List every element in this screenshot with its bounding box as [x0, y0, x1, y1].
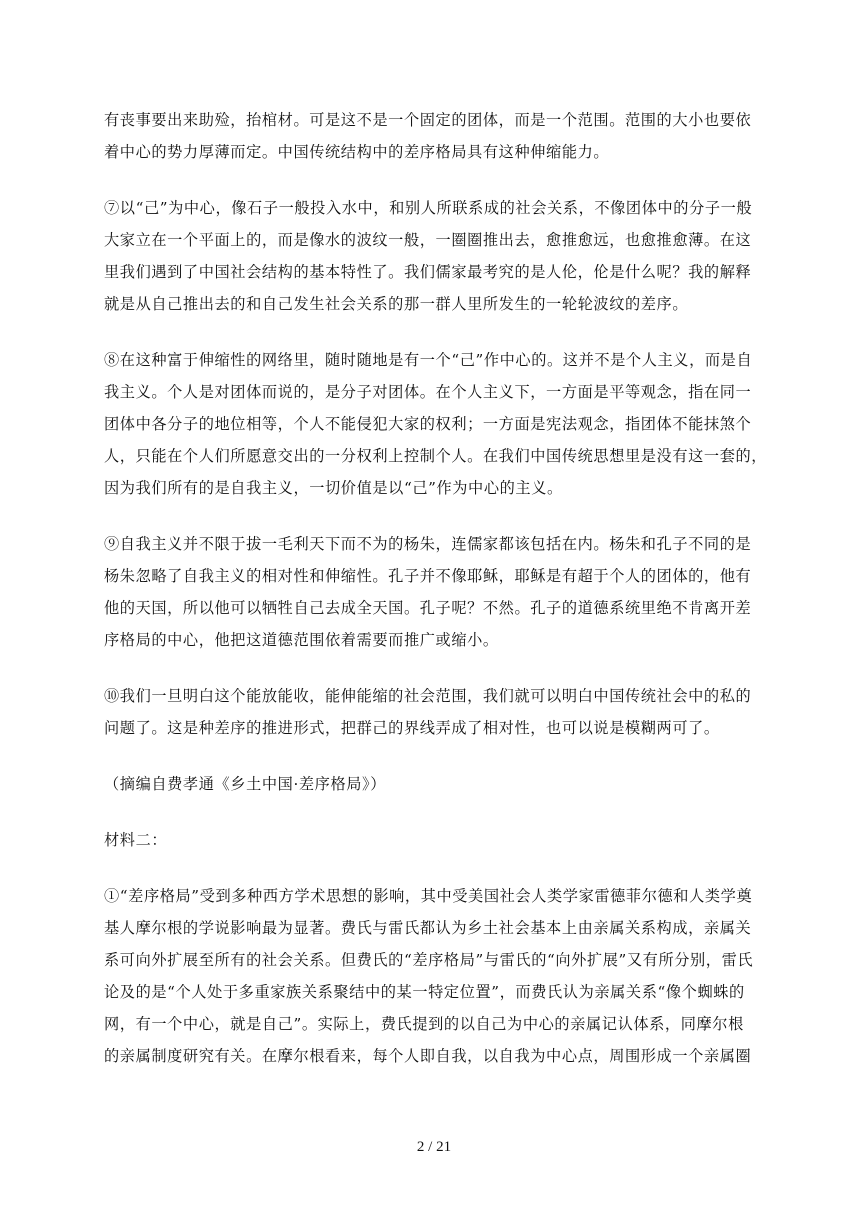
text-line: 他的天国，所以他可以牺牲自己去成全天国。孔子呢？不然。孔子的道德系统里绝不肯离开差 — [104, 599, 752, 617]
text-line: 大家立在一个平面上的，而是像水的波纹一般，一圈圈推出去，愈推愈远，也愈推愈薄。在这 — [104, 231, 752, 249]
text-line: 人，只能在个人们所愿意交出的一分权利上控制个人。在我们中国传统思想里是没有这一套的， — [104, 447, 768, 465]
text-line: 就是从自己推出去的和自己发生社会关系的那一群人里所发生的一轮轮波纹的差序。 — [104, 295, 689, 313]
page-number: 2 / 21 — [416, 1139, 452, 1155]
document-body — [104, 104, 766, 1096]
text-line: 团体中各分子的地位相等，个人不能侵犯大家的权利；一方面是宪法观念，指团体不能抹煞个 — [104, 415, 752, 433]
text-line: 的亲属制度研究有关。在摩尔根看来，每个人即自我，以自我为中心点，周围形成一个亲属圈 — [104, 1047, 752, 1065]
text-line: 我主义。个人是对团体而说的，是分子对团体。在个人主义下，一方面是平等观念，指在同一 — [104, 383, 752, 401]
text-line: 序格局的中心，他把这道德范围依着需要而推广或缩小。 — [104, 631, 499, 649]
text-line: ⑨自我主义并不限于拔一毛利天下而不为的杨朱，连儒家都该包括在内。杨朱和孔子不同的是 — [104, 535, 752, 553]
paragraph-10 — [104, 680, 766, 744]
text-line: 系可向外扩展至所有的社会关系。但费氏的“差序格局”与雷氏的“向外扩展”又有所分别，雷氏 — [104, 951, 754, 969]
source-citation — [104, 768, 766, 800]
text-line: 基人摩尔根的学说影响最为显著。费氏与雷氏都认为乡土社会基本上由亲属关系构成，亲属关 — [104, 919, 752, 937]
text-line: 论及的是“个人处于多重家族关系聚结中的某一特定位置”，而费氏认为亲属关系“像个蜘蛛的 — [104, 983, 745, 1001]
text-line: 有丧事要出来助殓，抬棺材。可是这不是一个固定的团体，而是一个范围。范围的大小也要依 — [104, 111, 752, 129]
text-line: 因为我们所有的是自我主义，一切价值是以“己”作为中心的主义。 — [104, 479, 563, 497]
text-line: 杨朱忽略了自我主义的相对性和伸缩性。孔子并不像耶稣，耶稣是有超于个人的团体的，他有 — [104, 567, 752, 585]
paragraph-continued — [104, 104, 766, 168]
text-line: 网，有一个中心，就是自己”。实际上，费氏提到的以自己为中心的亲属记认体系，同摩尔根 — [104, 1015, 744, 1033]
section-heading-material-two — [104, 824, 766, 856]
text-line: 里我们遇到了中国社会结构的基本特性了。我们儒家最考究的是人伦，伦是什么呢？我的解释 — [104, 263, 752, 281]
text-line: 材料二： — [104, 831, 168, 849]
text-line: ①“差序格局”受到多种西方学术思想的影响，其中受美国社会人类学家雷德菲尔德和人类学奠 — [104, 887, 753, 905]
paragraph-7 — [104, 192, 766, 320]
paragraph-8 — [104, 344, 766, 504]
paragraph-9 — [104, 528, 766, 656]
text-line: （摘编自费孝通《乡土中国·差序格局》） — [104, 775, 387, 793]
text-line: ⑦以“己”为中心，像石子一般投入水中，和别人所联系成的社会关系，不像团体中的分子一般 — [104, 199, 753, 217]
paragraph-material-two-1 — [104, 880, 766, 1072]
text-line: ⑧在这种富于伸缩性的网络里，随时随地是有一个“己”作中心的。这并不是个人主义，而是自 — [104, 351, 753, 369]
text-line: 问题了。这是种差序的推进形式，把群己的界线弄成了相对性，也可以说是模糊两可了。 — [104, 719, 720, 737]
text-line: 着中心的势力厚薄而定。中国传统结构中的差序格局具有这种伸缩能力。 — [104, 143, 610, 161]
text-line: ⑩我们一旦明白这个能放能收，能伸能缩的社会范围，我们就可以明白中国传统社会中的私的 — [104, 687, 752, 705]
